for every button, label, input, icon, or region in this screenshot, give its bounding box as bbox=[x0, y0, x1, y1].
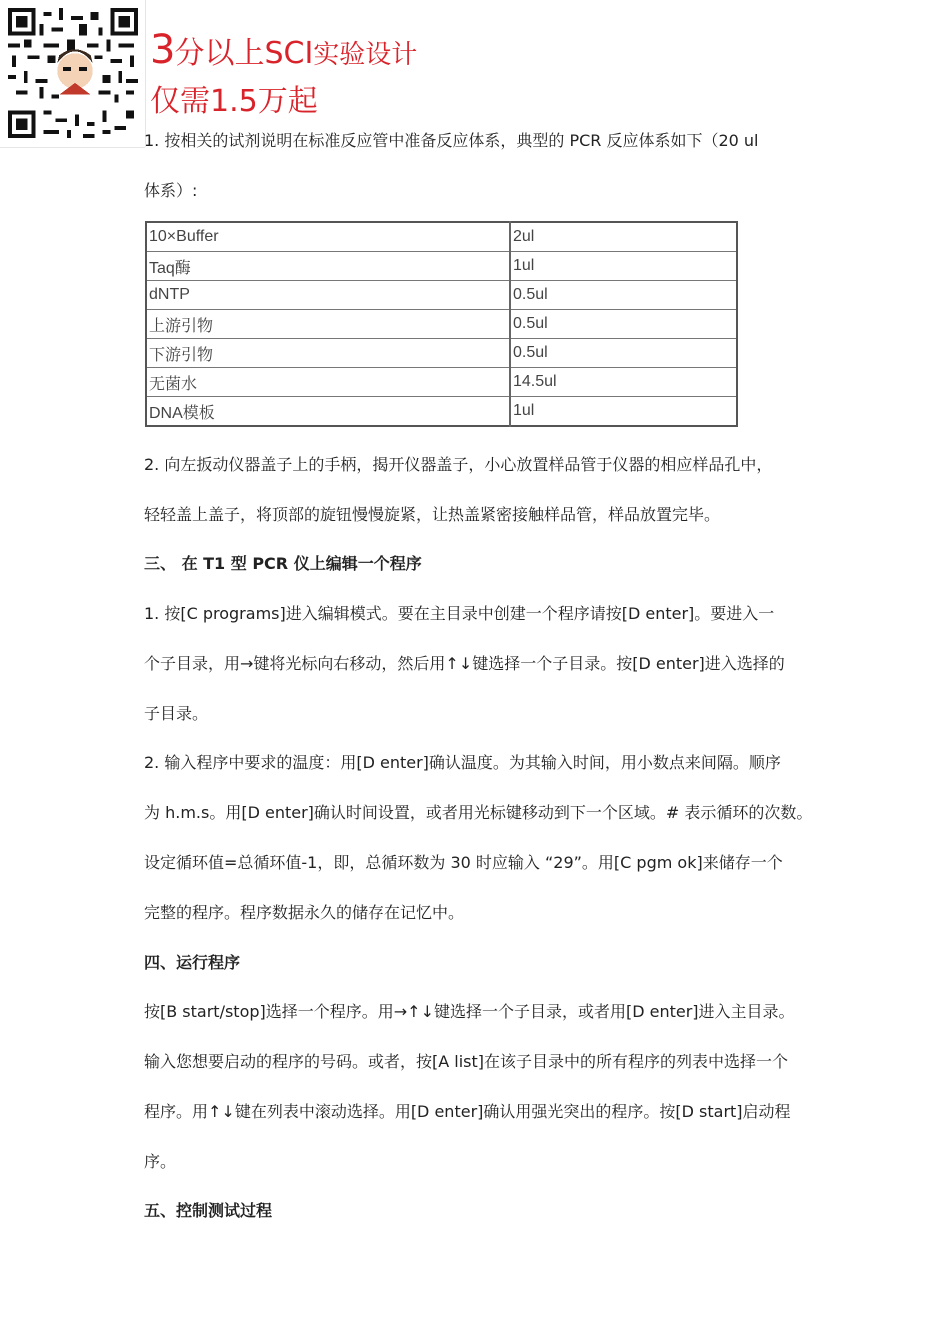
reagent-cell: Taq酶 bbox=[146, 252, 510, 281]
reagent-cell: DNA模板 bbox=[146, 397, 510, 427]
table-row bbox=[146, 368, 737, 397]
table-row bbox=[146, 310, 737, 339]
volume-cell: 14.5ul bbox=[510, 368, 737, 397]
step1-line1: 1. 按相关的试剂说明在标准反应管中准备反应体系，典型的 PCR 反应体系如下（20 ul bbox=[144, 131, 759, 150]
section4-line4: 序。 bbox=[144, 1152, 177, 1171]
section3-p2-line1: 2. 输入程序中要求的温度：用[D enter]确认温度。为其输入时间，用小数点来间隔。顺序 bbox=[144, 753, 781, 772]
volume-cell: 0.5ul bbox=[510, 339, 737, 368]
table-row bbox=[146, 222, 737, 252]
reagent-cell: 上游引物 bbox=[146, 310, 510, 339]
reagent-cell: 无菌水 bbox=[146, 368, 510, 397]
reagent-cell: 10×Buffer bbox=[146, 222, 510, 252]
corner-divider-vertical bbox=[145, 0, 146, 147]
section4-heading: 四、运行程序 bbox=[144, 953, 241, 972]
step2-line1: 2. 向左扳动仪器盖子上的手柄，揭开仪器盖子，小心放置样品管于仪器的相应样品孔中， bbox=[144, 455, 773, 474]
volume-cell: 0.5ul bbox=[510, 310, 737, 339]
section3-p1-line2: 个子目录，用→键将光标向右移动，然后用↑↓键选择一个子目录。按[D enter]进入选择的 bbox=[144, 654, 785, 673]
promo-line-1 bbox=[150, 27, 418, 75]
qr-code-icon bbox=[8, 8, 138, 138]
table-row bbox=[146, 281, 737, 310]
step2-line2: 轻轻盖上盖子，将顶部的旋钮慢慢旋紧，让热盖紧密接触样品管，样品放置完毕。 bbox=[144, 505, 721, 524]
section4-line3: 程序。用↑↓键在列表中滚动选择。用[D enter]确认用强光突出的程序。按[D start]启动程 bbox=[144, 1102, 791, 1121]
section3-heading: 三、 在 T1 型 PCR 仪上编辑一个程序 bbox=[144, 554, 422, 573]
section3-p2-line4: 完整的程序。程序数据永久的储存在记忆中。 bbox=[144, 903, 465, 922]
reagent-cell: 下游引物 bbox=[146, 339, 510, 368]
table-row bbox=[146, 252, 737, 281]
section4-line2: 输入您想要启动的程序的号码。或者，按[A list]在该子目录中的所有程序的列表中选择一个 bbox=[144, 1052, 789, 1071]
section5-heading: 五、控制测试过程 bbox=[144, 1201, 273, 1220]
volume-cell: 0.5ul bbox=[510, 281, 737, 310]
table-row bbox=[146, 397, 737, 427]
volume-cell: 2ul bbox=[510, 222, 737, 252]
section3-p1-line3: 子目录。 bbox=[144, 704, 209, 723]
reagent-cell: dNTP bbox=[146, 281, 510, 310]
section3-p1-line1: 1. 按[C programs]进入编辑模式。要在主目录中创建一个程序请按[D enter]。要进入一 bbox=[144, 604, 775, 623]
promo-subtext: 实验设计 bbox=[313, 40, 418, 70]
promo-text: 分以上SCI bbox=[174, 36, 314, 71]
promo-number: 3 bbox=[150, 27, 175, 73]
section3-p2-line2: 为 h.m.s。用[D enter]确认时间设置，或者用光标键移动到下一个区域。# 表示循环的次数。 bbox=[144, 803, 813, 822]
step1-line2: 体系）: bbox=[144, 181, 198, 200]
corner-divider bbox=[0, 147, 145, 148]
pcr-reaction-table bbox=[145, 221, 738, 427]
promo-line-2: 仅需1.5万起 bbox=[150, 84, 318, 119]
volume-cell: 1ul bbox=[510, 397, 737, 427]
section4-line1: 按[B start/stop]选择一个程序。用→↑↓键选择一个子目录，或者用[D enter]进入主目录。 bbox=[144, 1002, 795, 1021]
section3-p2-line3: 设定循环值=总循环值-1，即，总循环数为 30 时应输入 “29”。用[C pgm ok]来储存一个 bbox=[144, 853, 783, 872]
volume-cell: 1ul bbox=[510, 252, 737, 281]
table-row bbox=[146, 339, 737, 368]
